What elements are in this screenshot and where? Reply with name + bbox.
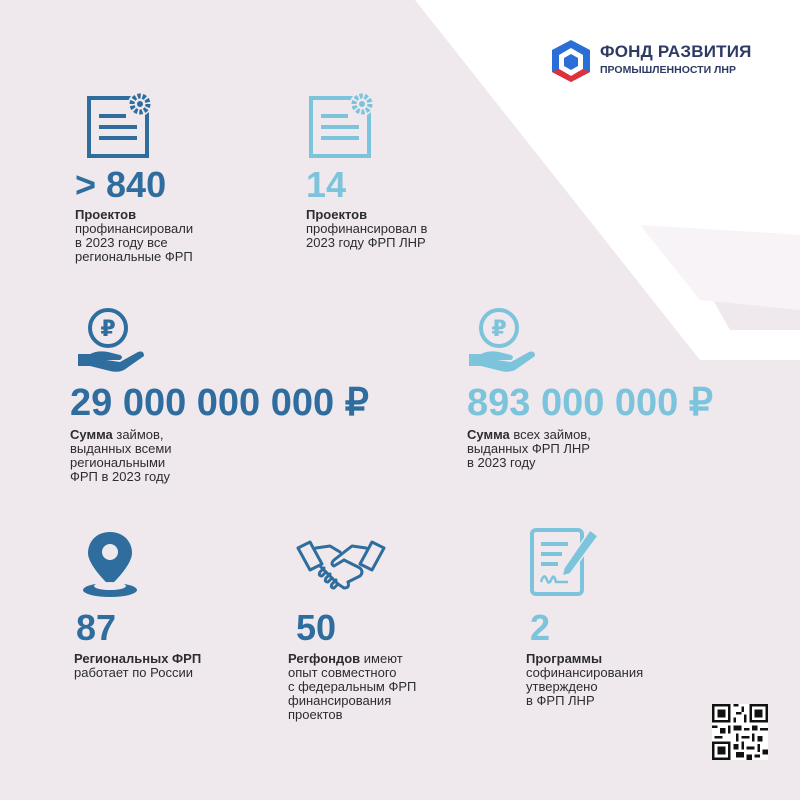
handshake-icon xyxy=(296,538,386,596)
stat-value-regional-funds: 87 xyxy=(76,607,117,648)
stat-value-loans-lnr: 893 000 000 ₽ xyxy=(467,382,714,424)
stat-caption-projects-all: Проектов профинансировали в 2023 году все региональные ФРП xyxy=(75,207,194,264)
stat-value-projects-all: > 840 xyxy=(75,164,167,205)
stat-caption-regional-funds: Региональных ФРП работает по России xyxy=(74,651,202,680)
stat-value-programs: 2 xyxy=(530,607,551,648)
stat-value-projects-lnr: 14 xyxy=(306,164,347,205)
hand-ruble-icon xyxy=(467,308,547,378)
stat-value-loans-all: 29 000 000 000 ₽ xyxy=(70,382,369,424)
stat-caption-loans-all: Сумма займов, выданных всеми региональными ФРП в 2023 году xyxy=(70,427,172,484)
stat-caption-loans-lnr: Сумма всех займов, выданных ФРП ЛНР в 2023 году xyxy=(467,427,591,470)
document-gear-icon xyxy=(308,90,378,160)
stat-caption-projects-lnr: Проектов профинансировал в 2023 году ФРП ЛНР xyxy=(306,207,428,250)
location-pin-icon xyxy=(80,528,140,600)
svg-text:₽: ₽ xyxy=(491,317,507,342)
stat-caption-joint-funds: Регфондов имеют опыт совместного с федеральным ФРП финансирования проектов xyxy=(288,651,417,722)
contract-pen-icon xyxy=(528,526,600,598)
logo-subtitle: ПРОМЫШЛЕННОСТИ ЛНР xyxy=(600,64,737,76)
stat-value-joint-funds: 50 xyxy=(296,607,337,648)
svg-text:₽: ₽ xyxy=(100,317,116,342)
hand-ruble-icon xyxy=(76,308,156,378)
logo-title: ФОНД РАЗВИТИЯ xyxy=(600,42,752,61)
fund-logo xyxy=(548,38,778,84)
stat-caption-programs: Программы софинансирования утверждено в ФРП ЛНР xyxy=(526,651,644,708)
document-gear-icon xyxy=(86,90,156,160)
hexagon-logo-icon xyxy=(548,38,594,84)
qr-code[interactable] xyxy=(712,704,768,760)
